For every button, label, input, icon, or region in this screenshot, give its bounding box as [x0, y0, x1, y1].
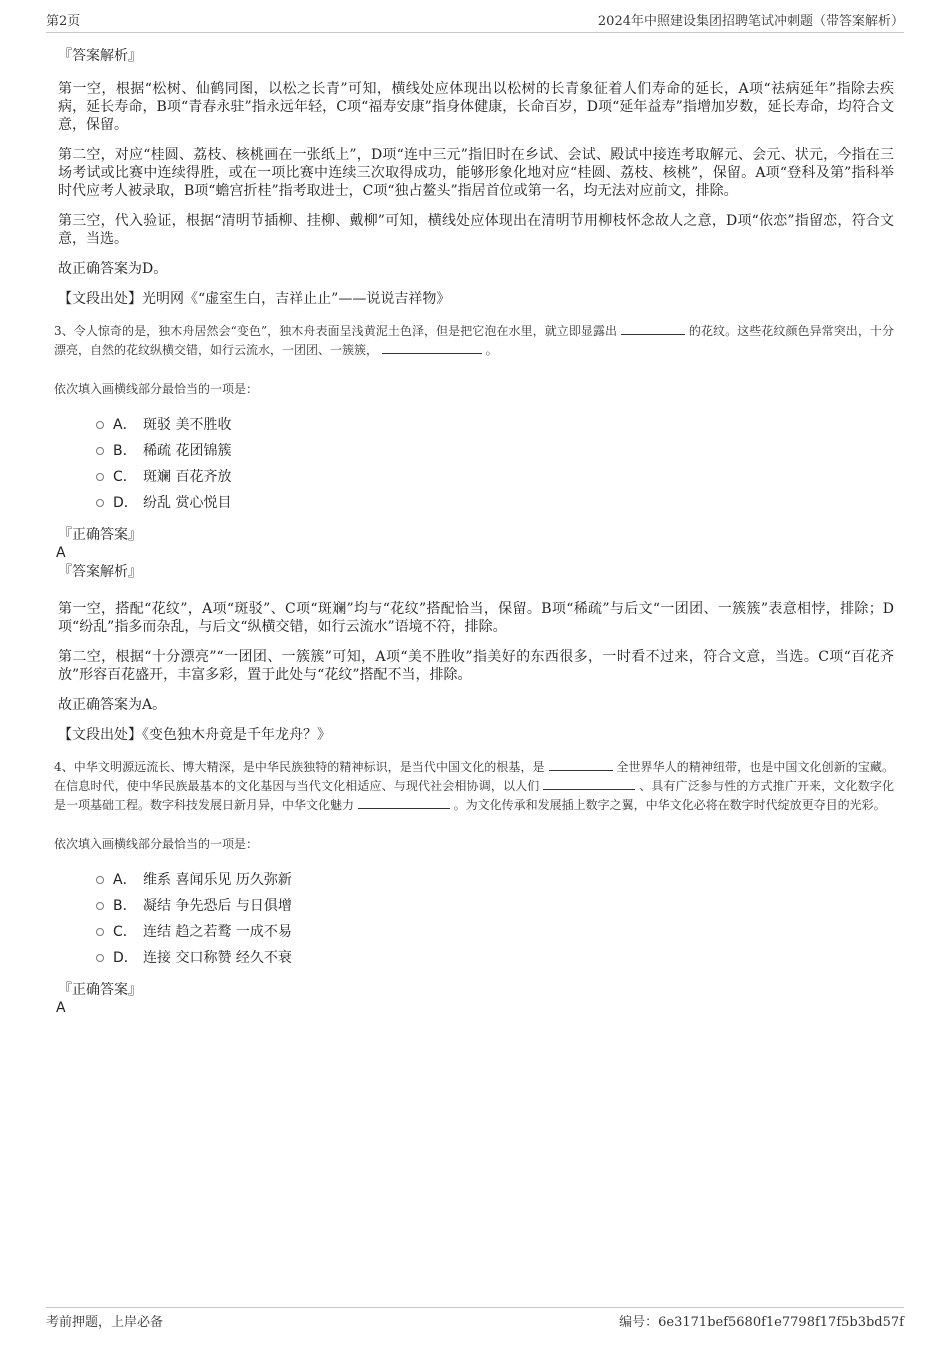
- radio-button[interactable]: [96, 876, 104, 884]
- q3-question-text: [54, 322, 894, 360]
- q4-text-part: 4、中华文明源远流长、博大精深，是中华民族独特的精神标识，是当代中国文化的根基，是: [54, 760, 545, 774]
- q4-option-a[interactable]: A． 维系 喜闻乐见 历久弥新: [96, 867, 894, 893]
- q2-source: 【文段出处】光明网《“虚室生白，吉祥止止”——说说吉祥物》: [58, 291, 451, 307]
- radio-button[interactable]: [96, 421, 104, 429]
- q3-instruction: 依次填入画横线部分最恰当的一项是：: [54, 382, 259, 396]
- radio-button[interactable]: [96, 954, 104, 962]
- q4-instruction: 依次填入画横线部分最恰当的一项是：: [54, 837, 259, 851]
- q4-blank-3: [358, 796, 450, 809]
- q4-blank-1: [549, 758, 613, 771]
- radio-button[interactable]: [96, 447, 104, 455]
- q3-analysis-paragraph: 第二空，根据“十分漂亮”“一团团、一簇簇”可知，A项“美不胜收”指美好的东西很多，一时看不过来，符合文意，当选。C项“百花齐放”形容百花盛开，丰富多彩，置于此处与“花纹”搭配不当，排除。: [58, 649, 894, 683]
- q3-options: [96, 412, 894, 516]
- q3-conclusion: 故正确答案为A。: [58, 697, 167, 713]
- q4-option-d[interactable]: D． 连接 交口称赞 经久不衰: [96, 945, 894, 971]
- q2-analysis-paragraph: 第一空，根据“松树、仙鹤同图，以松之长青”可知，横线处应体现出以松树的长青象征着人们寿命的延长，A项“祛病延年”指除去疾病，延长寿命，B项“青春永驻”指永远年轻，C项“福寿安康”指身体健康，长命百岁，D项“延年益寿”指增加岁数，延长寿命，均符合文意，保留。: [58, 81, 894, 133]
- page-number: 第2页: [46, 14, 81, 29]
- q2-conclusion: 故正确答案为D。: [58, 261, 168, 277]
- q4-text-part: 全世界华人的精神纽带，也是中国文化创新的宝藏。在信息时代，使中华民族最基本的文化基因与当代文化相适应、与现代社会相协调，以人们: [54, 760, 894, 793]
- q3-option-b[interactable]: B． 稀疏 花团锦簇: [96, 438, 894, 464]
- q3-blank-2: [382, 341, 482, 354]
- q3-option-c[interactable]: C． 斑斓 百花齐放: [96, 464, 894, 490]
- q3-answer: A: [56, 545, 66, 561]
- q2-analysis-heading: 『答案解析』: [58, 48, 142, 64]
- q4-options: [96, 867, 894, 971]
- document-code: 编号：6e3171bef5680f1e7798f17f5b3bd57f: [619, 1314, 904, 1330]
- q3-analysis-paragraph: 第一空，搭配“花纹”，A项“斑驳”、C项“斑斓”均与“花纹”搭配恰当，保留。B项“稀疏”与后文“一团团、一簇簇”表意相悖，排除；D项“纷乱”指多而杂乱，与后文“纵横交错，如行云流水”语境不符，排除。: [58, 601, 894, 635]
- radio-button[interactable]: [96, 902, 104, 910]
- q3-option-d[interactable]: D． 纷乱 赏心悦目: [96, 490, 894, 516]
- q3-text-part: 3、令人惊奇的是，独木舟居然会“变色”，独木舟表面呈浅黄泥土色泽，但是把它泡在水里，就立即显露出: [54, 324, 618, 338]
- q4-answer: A: [56, 1000, 66, 1016]
- q3-text-part: 的花纹。这些花纹颜色异常突出，十分漂亮，自然的花纹纵横交错，如行云流水，一团团、一簇簇，: [54, 324, 894, 357]
- q4-question-text: [54, 758, 894, 815]
- radio-button[interactable]: [96, 928, 104, 936]
- footer-slogan: 考前押题，上岸必备: [46, 1314, 164, 1330]
- radio-button[interactable]: [96, 499, 104, 507]
- q2-analysis-paragraph: 第三空，代入验证，根据“清明节插柳、挂柳、戴柳”可知，横线处应体现出在清明节用柳枝怀念故人之意，D项“依恋”指留恋，符合文意，当选。: [58, 213, 894, 247]
- q3-blank-1: [621, 322, 685, 335]
- q2-analysis-paragraph: 第二空，对应“桂圆、荔枝、核桃画在一张纸上”，D项“连中三元”指旧时在乡试、会试、殿试中接连考取解元、会元、状元，今指在三场考试或比赛中连续得胜，或在一项比赛中连续三次取得成功，能够形象化地对应“桂圆、荔枝、核桃”，保留。A项“登科及第”指科举时代应考人被录取，B项“蟾宫折桂”指考取进士，C项“独占鳌头”指居首位或第一名，均无法对应前文，排除。: [58, 147, 894, 199]
- q4-text-part: 。为文化传承和发展插上数字之翼，中华文化必将在数字时代绽放更夺目的光彩。: [453, 798, 886, 812]
- q4-option-c[interactable]: C． 连结 趋之若鹜 一成不易: [96, 919, 894, 945]
- q4-blank-2: [543, 777, 635, 790]
- q3-option-a[interactable]: A． 斑驳 美不胜收: [96, 412, 894, 438]
- q4-text-part: 、具有广泛参与性的方式推广开来，文化数字化是一项基础工程。数字科技发展日新月异，中华文化魅力: [54, 779, 894, 812]
- q3-analysis-heading: 『答案解析』: [58, 564, 142, 580]
- radio-button[interactable]: [96, 473, 104, 481]
- q4-option-b[interactable]: B． 凝结 争先恐后 与日俱增: [96, 893, 894, 919]
- document-title: 2024年中照建设集团招聘笔试冲刺题（带答案解析）: [597, 14, 904, 29]
- page-content: [54, 46, 894, 1017]
- q3-answer-heading: 『正确答案』: [58, 527, 142, 543]
- q3-source: 【文段出处】《变色独木舟竟是千年龙舟？》: [58, 727, 331, 743]
- q3-text-part: 。: [485, 343, 498, 357]
- q4-answer-heading: 『正确答案』: [58, 982, 142, 998]
- page-header: [46, 10, 904, 33]
- page-footer: [46, 1307, 904, 1332]
